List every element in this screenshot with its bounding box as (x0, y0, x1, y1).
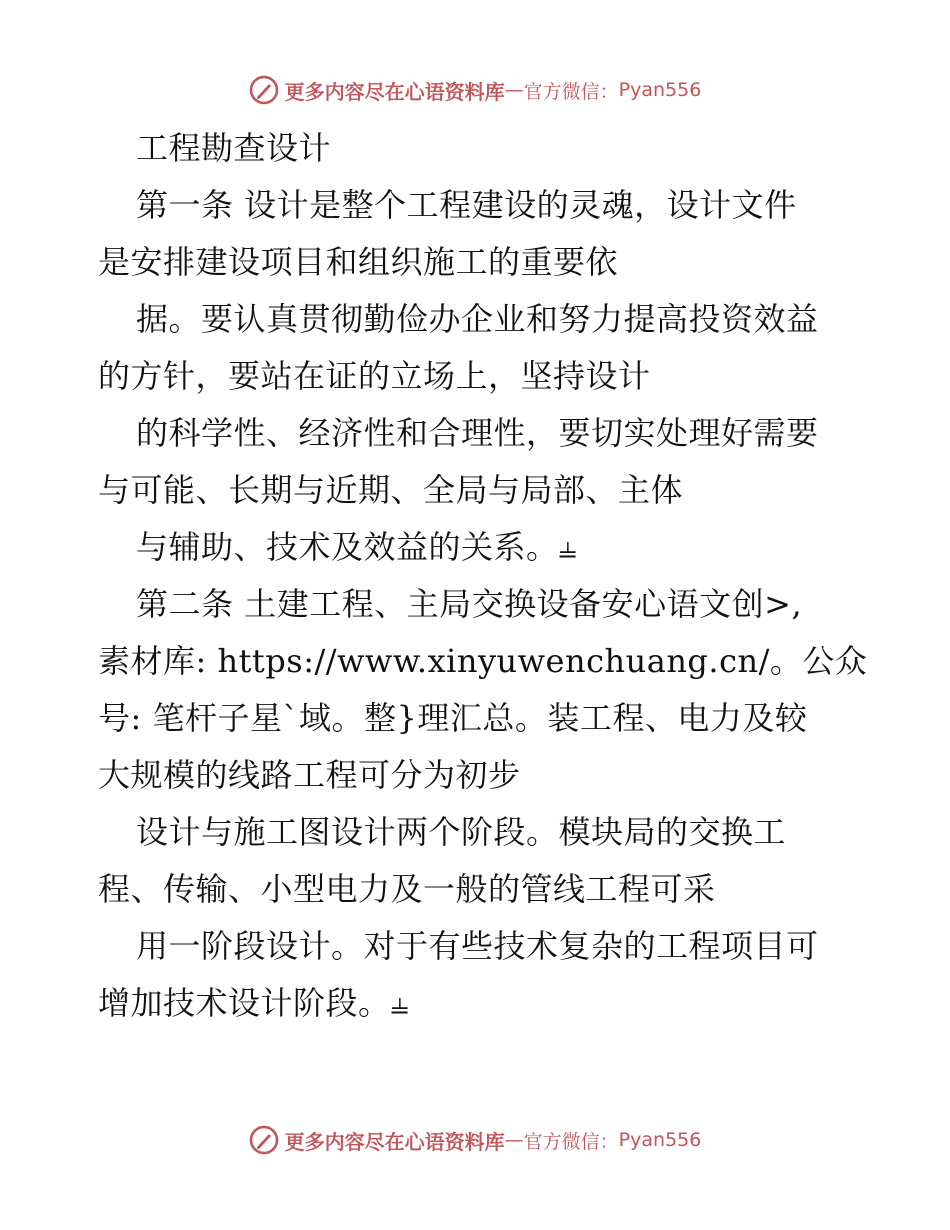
banner-wechat-id: Pyan556 (618, 1129, 702, 1151)
banner-main-text: 更多内容尽在心语资料库 (284, 1129, 505, 1154)
doc-line: 与辅助、技术及效益的关系。⫨ (136, 528, 578, 566)
doc-line: 设计与施工图设计两个阶段。模块局的交换工 (136, 813, 787, 851)
doc-line: 号: 笔杆子星`域。整}理汇总。装工程、电力及较 (98, 699, 808, 737)
pen-logo-icon (249, 75, 279, 105)
doc-line: 的科学性、经济性和合理性，要切实处理好需要 (136, 414, 819, 452)
doc-line: 用一阶段设计。对于有些技术复杂的工程项目可 (136, 927, 819, 965)
doc-line: 与可能、长期与近期、全局与局部、主体 (98, 471, 684, 509)
doc-line: 第一条 设计是整个工程建设的灵魂，设计文件 (136, 186, 797, 224)
doc-line: 第二条 土建工程、主局交换设备安心语文创>, (136, 585, 803, 623)
doc-line: 增加技术设计阶段。⫨ (98, 984, 410, 1022)
pen-logo-icon (249, 1125, 279, 1155)
doc-line: 素材库: https://www.xinyuwenchuang.cn/。公众 (98, 642, 868, 680)
doc-line: 大规模的线路工程可分为初步 (98, 756, 521, 794)
doc-line: 据。要认真贯彻勤俭办企业和努力提高投资效益 (136, 300, 819, 338)
banner-wechat-label: 官方微信： (523, 80, 619, 103)
banner-dash: — (504, 1129, 524, 1151)
document-body (98, 120, 868, 1032)
banner-wechat-id: Pyan556 (618, 79, 702, 101)
banner-dash: — (504, 79, 524, 101)
doc-title: 工程勘查设计 (136, 129, 332, 167)
banner-wechat-label: 官方微信： (523, 1130, 619, 1153)
footer-watermark-banner (0, 1120, 950, 1160)
header-watermark-banner (0, 70, 950, 110)
doc-line: 的方针，要站在证的立场上，坚持设计 (98, 357, 651, 395)
doc-line: 程、传输、小型电力及一般的管线工程可采 (98, 870, 716, 908)
banner-main-text: 更多内容尽在心语资料库 (284, 79, 505, 104)
doc-line: 是安排建设项目和组织施工的重要依 (98, 243, 619, 281)
